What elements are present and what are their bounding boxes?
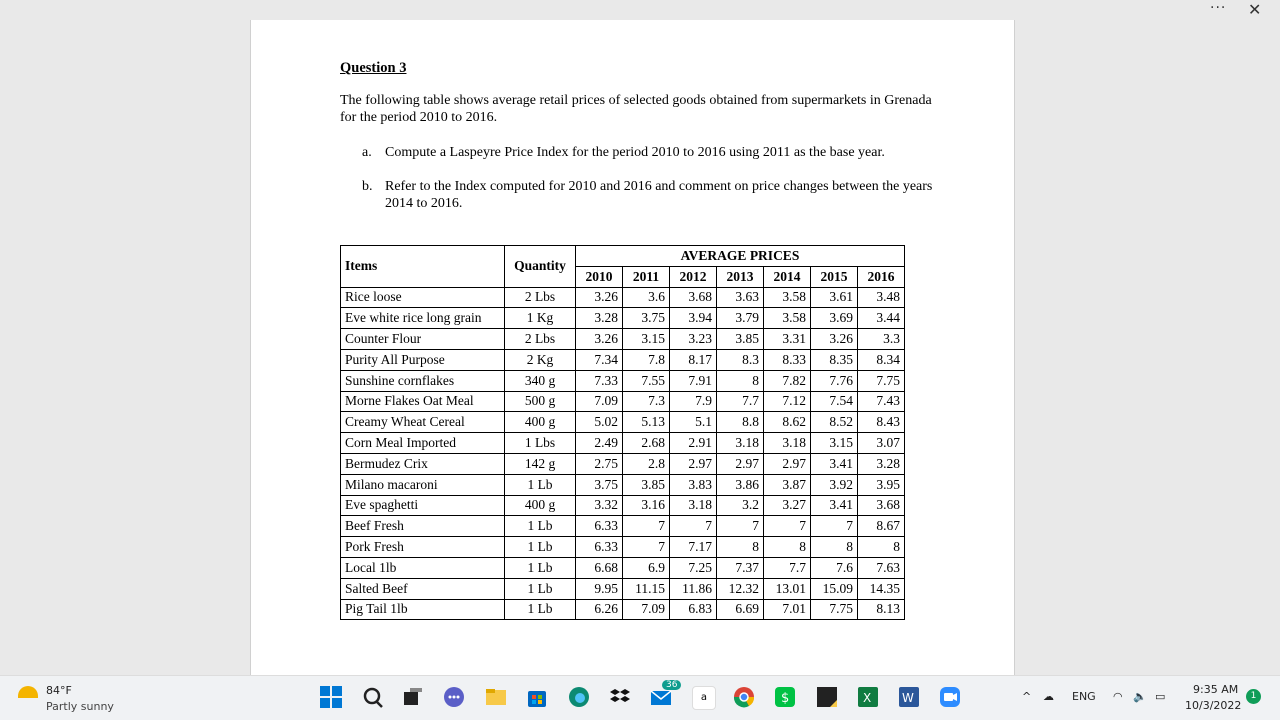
price-cell: 3.94 — [670, 308, 717, 329]
price-cell: 8 — [764, 537, 811, 558]
taskbar — [0, 675, 1280, 720]
price-cell: 3.69 — [811, 308, 858, 329]
file-explorer-icon[interactable] — [485, 686, 507, 708]
price-cell: 8.33 — [764, 349, 811, 370]
price-cell: 7 — [764, 516, 811, 537]
price-cell: 7.12 — [764, 391, 811, 412]
item-quantity: 500 g — [505, 391, 576, 412]
document-page — [250, 20, 1015, 675]
price-cell: 3.32 — [576, 495, 623, 516]
col-items-header: Items — [341, 246, 505, 288]
battery-icon[interactable]: ▭ — [1155, 690, 1166, 703]
price-cell: 7.34 — [576, 349, 623, 370]
clock-date[interactable]: 10/3/2022 — [1185, 699, 1242, 712]
year-header: 2012 — [670, 266, 717, 287]
price-cell: 7.09 — [576, 391, 623, 412]
price-cell: 3.61 — [811, 287, 858, 308]
table-row — [341, 537, 905, 558]
price-cell: 8.52 — [811, 412, 858, 433]
intro-paragraph: The following table shows average retail prices of selected goods obtained from supermarkets in Grenada for the period 2010 to 2016. — [340, 93, 932, 125]
price-cell: 3.2 — [717, 495, 764, 516]
chat-icon[interactable] — [443, 686, 465, 708]
year-header: 2010 — [576, 266, 623, 287]
price-cell: 3.41 — [811, 453, 858, 474]
store-icon[interactable] — [526, 686, 548, 708]
part-a-text: Compute a Laspeyre Price Index for the period 2010 to 2016 using 2011 as the base year. — [385, 145, 885, 160]
svg-text:W: W — [902, 691, 914, 705]
table-row — [341, 349, 905, 370]
item-name: Local 1lb — [341, 557, 505, 578]
partly-sunny-icon[interactable] — [18, 686, 38, 698]
table-row — [341, 391, 905, 412]
wifi-icon[interactable]: ◠ — [1113, 690, 1123, 703]
table-row — [341, 370, 905, 391]
item-name: Salted Beef — [341, 578, 505, 599]
year-header: 2013 — [717, 266, 764, 287]
table-row — [341, 433, 905, 454]
price-cell: 6.26 — [576, 599, 623, 620]
price-cell: 3.48 — [858, 287, 905, 308]
price-cell: 5.13 — [623, 412, 670, 433]
price-cell: 8 — [717, 537, 764, 558]
chevron-up-icon[interactable]: ^ — [1022, 690, 1032, 703]
item-quantity: 400 g — [505, 412, 576, 433]
price-cell: 7.55 — [623, 370, 670, 391]
price-cell: 14.35 — [858, 578, 905, 599]
price-cell: 7.76 — [811, 370, 858, 391]
year-header: 2016 — [858, 266, 905, 287]
amazon-icon[interactable]: a — [692, 686, 716, 710]
price-cell: 2.68 — [623, 433, 670, 454]
year-header: 2014 — [764, 266, 811, 287]
item-quantity: 1 Lb — [505, 474, 576, 495]
price-cell: 3.87 — [764, 474, 811, 495]
price-cell: 8.67 — [858, 516, 905, 537]
item-name: Eve spaghetti — [341, 495, 505, 516]
zoom-icon[interactable] — [939, 686, 961, 708]
item-quantity: 142 g — [505, 453, 576, 474]
price-cell: 3.58 — [764, 287, 811, 308]
price-cell: 3.75 — [576, 474, 623, 495]
table-row — [341, 599, 905, 620]
price-cell: 3.79 — [717, 308, 764, 329]
price-cell: 3.85 — [623, 474, 670, 495]
price-cell: 8 — [811, 537, 858, 558]
item-name: Eve white rice long grain — [341, 308, 505, 329]
year-header: 2011 — [623, 266, 670, 287]
price-cell: 8.62 — [764, 412, 811, 433]
windows-start-icon[interactable] — [320, 686, 342, 708]
price-cell: 7 — [717, 516, 764, 537]
dropbox-icon[interactable] — [609, 686, 631, 708]
price-cell: 7 — [670, 516, 717, 537]
price-cell: 3.07 — [858, 433, 905, 454]
price-cell: 6.9 — [623, 557, 670, 578]
item-quantity: 1 Lb — [505, 599, 576, 620]
price-cell: 3.68 — [858, 495, 905, 516]
year-header: 2015 — [811, 266, 858, 287]
item-name: Sunshine cornflakes — [341, 370, 505, 391]
table-row — [341, 453, 905, 474]
price-cell: 2.97 — [764, 453, 811, 474]
item-name: Beef Fresh — [341, 516, 505, 537]
price-cell: 3.44 — [858, 308, 905, 329]
price-cell: 7 — [623, 537, 670, 558]
price-cell: 7.82 — [764, 370, 811, 391]
task-view-icon[interactable] — [402, 686, 424, 708]
item-name: Bermudez Crix — [341, 453, 505, 474]
price-cell: 6.83 — [670, 599, 717, 620]
cashapp-icon[interactable] — [774, 686, 796, 708]
price-cell: 7.7 — [764, 557, 811, 578]
item-name: Creamy Wheat Cereal — [341, 412, 505, 433]
table-row — [341, 516, 905, 537]
price-cell: 3.26 — [811, 329, 858, 350]
price-cell: 3.68 — [670, 287, 717, 308]
price-cell: 8 — [717, 370, 764, 391]
item-name: Pig Tail 1lb — [341, 599, 505, 620]
price-cell: 3.86 — [717, 474, 764, 495]
price-cell: 7.7 — [717, 391, 764, 412]
price-cell: 7.09 — [623, 599, 670, 620]
price-cell: 3.92 — [811, 474, 858, 495]
price-cell: 8.35 — [811, 349, 858, 370]
language-indicator[interactable]: ENG — [1072, 690, 1096, 703]
price-cell: 2.91 — [670, 433, 717, 454]
table-row — [341, 287, 905, 308]
price-cell: 2.75 — [576, 453, 623, 474]
price-cell: 7.54 — [811, 391, 858, 412]
price-cell: 2.97 — [670, 453, 717, 474]
notification-badge[interactable]: 1 — [1246, 689, 1261, 704]
price-cell: 7.75 — [858, 370, 905, 391]
table-row — [341, 474, 905, 495]
price-cell: 7.01 — [764, 599, 811, 620]
item-name: Corn Meal Imported — [341, 433, 505, 454]
price-cell: 3.18 — [670, 495, 717, 516]
onedrive-icon[interactable]: ☁ — [1043, 690, 1054, 703]
price-cell: 7.91 — [670, 370, 717, 391]
price-cell: 8.3 — [717, 349, 764, 370]
item-quantity: 2 Lbs — [505, 287, 576, 308]
search-icon[interactable] — [362, 686, 384, 708]
price-cell: 7.33 — [576, 370, 623, 391]
price-cell: 5.02 — [576, 412, 623, 433]
item-quantity: 1 Lb — [505, 516, 576, 537]
svg-text:X: X — [863, 691, 872, 705]
close-icon[interactable]: ✕ — [1248, 0, 1262, 19]
price-cell: 11.86 — [670, 578, 717, 599]
price-cell: 3.26 — [576, 329, 623, 350]
price-cell: 8.13 — [858, 599, 905, 620]
table-row — [341, 557, 905, 578]
table-row — [341, 578, 905, 599]
col-quantity-header: Quantity — [505, 246, 576, 288]
chrome-icon[interactable] — [733, 686, 755, 708]
price-cell: 3.15 — [623, 329, 670, 350]
part-a-label: a. — [362, 145, 372, 160]
part-b-text: Refer to the Index computed for 2010 and 2016 and comment on price changes between the years 2014 to 2016. — [385, 179, 933, 211]
price-cell: 6.68 — [576, 557, 623, 578]
price-cell: 5.1 — [670, 412, 717, 433]
word-icon[interactable] — [898, 686, 920, 708]
item-quantity: 400 g — [505, 495, 576, 516]
price-cell: 3.28 — [576, 308, 623, 329]
price-cell: 3.18 — [717, 433, 764, 454]
item-name: Purity All Purpose — [341, 349, 505, 370]
price-cell: 3.95 — [858, 474, 905, 495]
price-cell: 7.25 — [670, 557, 717, 578]
price-cell: 3.63 — [717, 287, 764, 308]
item-quantity: 1 Lb — [505, 557, 576, 578]
price-cell: 3.41 — [811, 495, 858, 516]
edge-icon[interactable] — [568, 686, 590, 708]
item-name: Morne Flakes Oat Meal — [341, 391, 505, 412]
price-cell: 13.01 — [764, 578, 811, 599]
price-cell: 8.34 — [858, 349, 905, 370]
price-cell: 3.28 — [858, 453, 905, 474]
price-cell: 8.8 — [717, 412, 764, 433]
item-quantity: 2 Lbs — [505, 329, 576, 350]
price-cell: 6.69 — [717, 599, 764, 620]
price-cell: 9.95 — [576, 578, 623, 599]
item-name: Counter Flour — [341, 329, 505, 350]
table-row — [341, 329, 905, 350]
price-cell: 7 — [623, 516, 670, 537]
price-cell: 3.3 — [858, 329, 905, 350]
item-name: Milano macaroni — [341, 474, 505, 495]
prices-table — [340, 245, 905, 620]
table-row — [341, 412, 905, 433]
price-cell: 7.37 — [717, 557, 764, 578]
item-quantity: 1 Kg — [505, 308, 576, 329]
price-cell: 3.6 — [623, 287, 670, 308]
price-cell: 7.63 — [858, 557, 905, 578]
item-quantity: 1 Lb — [505, 537, 576, 558]
price-cell: 3.26 — [576, 287, 623, 308]
price-cell: 2.8 — [623, 453, 670, 474]
volume-icon[interactable]: 🔈 — [1133, 690, 1147, 703]
more-icon[interactable]: ··· — [1210, 0, 1227, 16]
price-cell: 3.83 — [670, 474, 717, 495]
price-cell: 2.97 — [717, 453, 764, 474]
price-cell: 12.32 — [717, 578, 764, 599]
price-cell: 11.15 — [623, 578, 670, 599]
price-cell: 8.17 — [670, 349, 717, 370]
sticky-notes-icon[interactable] — [816, 686, 838, 708]
price-cell: 3.85 — [717, 329, 764, 350]
clock-time[interactable]: 9:35 AM — [1193, 683, 1239, 696]
weather-temp[interactable]: 84°F — [46, 684, 72, 697]
price-cell: 3.15 — [811, 433, 858, 454]
item-quantity: 1 Lbs — [505, 433, 576, 454]
price-cell: 3.27 — [764, 495, 811, 516]
excel-icon[interactable] — [857, 686, 879, 708]
mail-badge: 36 — [662, 680, 681, 690]
price-cell: 2.49 — [576, 433, 623, 454]
average-prices-header: AVERAGE PRICES — [576, 246, 905, 267]
price-cell: 8.43 — [858, 412, 905, 433]
price-cell: 3.16 — [623, 495, 670, 516]
weather-desc[interactable]: Partly sunny — [46, 700, 114, 713]
price-cell: 7.9 — [670, 391, 717, 412]
price-cell: 7.75 — [811, 599, 858, 620]
price-cell: 6.33 — [576, 537, 623, 558]
item-quantity: 2 Kg — [505, 349, 576, 370]
price-cell: 3.31 — [764, 329, 811, 350]
price-cell: 7.17 — [670, 537, 717, 558]
window-titlebar — [0, 0, 1280, 20]
part-b-label: b. — [362, 179, 373, 194]
price-cell: 7.43 — [858, 391, 905, 412]
price-cell: 3.75 — [623, 308, 670, 329]
item-name: Pork Fresh — [341, 537, 505, 558]
price-cell: 15.09 — [811, 578, 858, 599]
price-cell: 8 — [858, 537, 905, 558]
item-name: Rice loose — [341, 287, 505, 308]
table-row — [341, 495, 905, 516]
question-title: Question 3 — [340, 60, 407, 76]
item-quantity: 1 Lb — [505, 578, 576, 599]
table-row — [341, 308, 905, 329]
price-cell: 7.3 — [623, 391, 670, 412]
price-cell: 3.23 — [670, 329, 717, 350]
price-cell: 6.33 — [576, 516, 623, 537]
item-quantity: 340 g — [505, 370, 576, 391]
price-cell: 3.18 — [764, 433, 811, 454]
price-cell: 7 — [811, 516, 858, 537]
price-cell: 7.6 — [811, 557, 858, 578]
svg-text:$: $ — [781, 691, 790, 706]
price-cell: 3.58 — [764, 308, 811, 329]
price-cell: 7.8 — [623, 349, 670, 370]
